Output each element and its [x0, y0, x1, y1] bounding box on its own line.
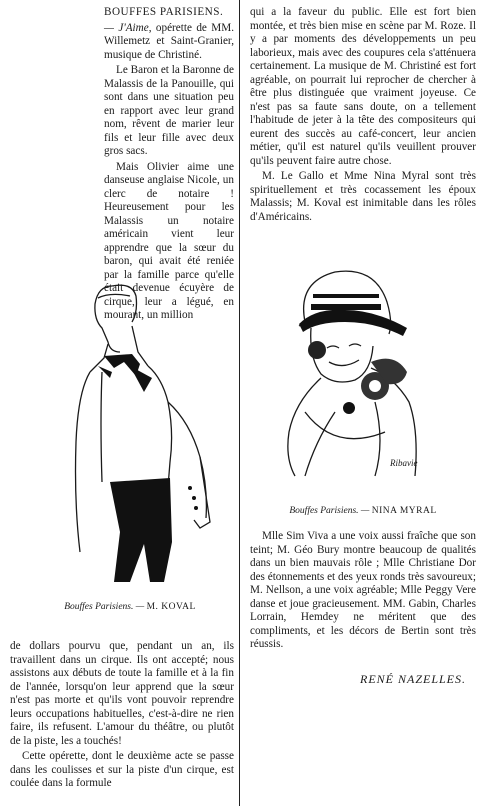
- show-credits: , opérette de MM. Willemetz et Saint-Granier, musique de Christiné.: [104, 21, 234, 61]
- review-column-left-top: [10, 6, 234, 325]
- caption-koval-name: M. KOVAL: [146, 602, 196, 612]
- review-column-left-bottom: [10, 640, 234, 793]
- caption-nina-myral: Bouffes Parisiens. — NINA MYRAL: [289, 506, 437, 516]
- paragraph-production: qui a la faveur du public. Elle est fort bien montée, et très bien mise en scène par M. Roze. Il y a par moments des développements un peu laborieux, mais avec des coupures cela s'atténuera certainement. La musique de M. Christiné est fort agréable, on pourrait lui reprocher de chercher à être plus distinguée que vraiment joyeuse. Ce n'est pas sa faute sans doute, on a tellement l'habitude de jeter à la tête des compositeurs qui eurent des succès au café-concert, leur ancien métier, qu'il est naturel qu'ils veuillent prouver qu'ils peuvent faire autre chose.: [250, 6, 476, 167]
- nina-myral-caricature-illustration: [275, 262, 425, 482]
- paragraph-cast: M. Le Gallo et Mme Nina Myral sont très spirituellement et très cocassement les époux Malassis; M. Koval est inimitable dans les rôles d'Américains.: [250, 170, 476, 223]
- show-title: — J'Aime: [104, 21, 149, 34]
- column-divider: [239, 0, 240, 806]
- paragraph-plot-3: de dollars pourvu que, pendant un an, ils travaillent dans un cirque. Ils ont accepté; nous assistons aux débuts de toute la famille et à la fin de l'année, lorsqu'on leur apprend que la sœur n'est pas morte et qu'ils vont pouvoir reprendre leurs occupations habituelles, c'est-à-dire ne rien faire, ils refusent. L'amour du théâtre, ou plutôt de la piste, les a touchés!: [10, 640, 234, 747]
- author-signature: RENÉ NAZELLES.: [360, 672, 467, 686]
- artist-signature: Ribavie: [390, 458, 418, 468]
- paragraph-plot-2: Mais Olivier aime une danseuse anglaise Nicole, un clerc de notaire ! Heureusement pour les Malassis un notaire américain vient leur apprendre que la sœur du baron, qui avait été reniée par la famille parce qu'elle était devenue écuyère de cirque, leur a légué, en mourant, un million: [104, 160, 234, 321]
- review-column-right-bottom: [250, 530, 476, 654]
- review-column-right-top: [250, 6, 476, 226]
- paragraph-structure: Cette opérette, dont le deuxième acte se passe dans les coulisses et sur la piste d'un cirque, est coulée dans la formule: [10, 750, 234, 789]
- paragraph-plot-1: Le Baron et la Baronne de Malassis de la Panouille, qui sont dans une situation peu en rapport avec leur grand nom, rêvent de marier leur fils et leur fille avec deux gros sacs.: [104, 64, 234, 157]
- koval-caricature-illustration: [40, 282, 220, 582]
- paragraph-supporting-cast: Mlle Sim Viva a une voix aussi fraîche que son teint; M. Géo Bury montre beaucoup de qualités dans un bien mauvais rôle ; Mlle Christiane Dor des étonnements et des yeux ronds très savoureux; M. Nellson, a une voix agréable; Mlle Peggy Vere danse et joue gracieusement. MM. Gabin, Charles Lorrain, Hemdey ne méritent que des compliments, et les décors de Bertin sont très réussis.: [250, 530, 476, 650]
- review-heading: BOUFFES PARISIENS.: [104, 6, 224, 18]
- caption-myral-name: NINA MYRAL: [371, 506, 437, 516]
- caption-koval: Bouffes Parisiens. — M. KOVAL: [64, 602, 196, 612]
